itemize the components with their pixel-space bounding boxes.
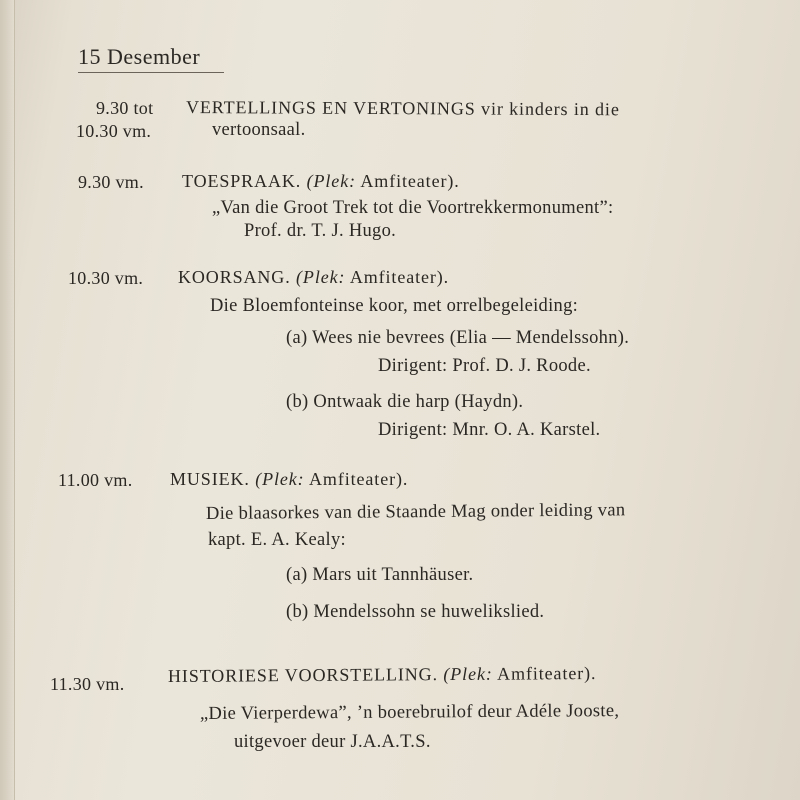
event-2-time: 9.30 vm. [78, 172, 144, 192]
event-1-title [186, 97, 620, 120]
event-5-title [168, 663, 597, 687]
event-2-place-value: Amfiteater). [360, 171, 460, 191]
event-4-item-a-marker: (a) [286, 565, 308, 585]
event-3-item-a-text: Wees nie bevrees (Elia — Mendelssohn). [312, 328, 630, 348]
event-1-time-end: 10.30 vm. [76, 121, 152, 141]
event-2-line-1: „Van die Groot Trek tot die Voortrekkermonument”: [212, 198, 614, 218]
event-4-title [170, 469, 408, 490]
event-2-line-2: Prof. dr. T. J. Hugo. [244, 221, 397, 241]
event-3-item-a-conductor: Dirigent: Prof. D. J. Roode. [378, 356, 591, 376]
event-3-place-label: (Plek: [296, 267, 346, 287]
event-3-item-b-text: Ontwaak die harp (Haydn). [313, 392, 524, 412]
event-3-item-a-marker: (a) [286, 328, 308, 348]
event-3-title [178, 267, 449, 288]
event-2-title-caps: TOESPRAAK. [182, 171, 302, 191]
event-3-intro: Die Bloemfonteinse koor, met orrelbegeleiding: [210, 296, 579, 316]
event-2-title [182, 171, 460, 192]
event-3-place-value: Amfiteater). [349, 267, 450, 287]
event-5-place-value: Amfiteater). [497, 663, 597, 684]
event-4-item-a [286, 565, 473, 586]
event-5-line-1: „Die Vierperdewa”, ’n boerebruilof deur Adéle Jooste, [199, 701, 620, 724]
event-4-title-caps: MUSIEK. [170, 469, 250, 489]
event-5-time: 11.30 vm. [50, 674, 125, 694]
event-4-item-b [286, 602, 544, 623]
event-4-intro-line-2: kapt. E. A. Kealy: [208, 530, 346, 550]
event-5-title-caps: HISTORIESE VOORSTELLING. [167, 664, 438, 686]
heading-underline [78, 72, 224, 73]
event-5-line-2: uitgevoer deur J.A.A.T.S. [234, 732, 431, 752]
event-3-item-a [286, 328, 629, 349]
event-3-title-caps: KOORSANG. [178, 267, 291, 287]
event-4-item-b-text: Mendelssohn se huwelikslied. [313, 602, 545, 622]
event-4-intro-line-1: Die blaasorkes van die Staande Mag onder leiding van [205, 500, 626, 524]
page-heading: 15 Desember [78, 44, 201, 69]
event-4-time: 11.00 vm. [58, 470, 133, 490]
event-4-item-a-text: Mars uit Tannhäuser. [312, 565, 474, 585]
event-1-time-start: 9.30 tot [96, 98, 154, 118]
event-3-item-b [286, 392, 523, 413]
event-5-place-label: (Plek: [443, 663, 493, 685]
event-1-title-line2: vertoonsaal. [212, 120, 306, 140]
event-1-title-rest: vir kinders in die [481, 98, 620, 120]
event-3-item-b-conductor: Dirigent: Mnr. O. A. Karstel. [378, 420, 601, 440]
event-3-time: 10.30 vm. [68, 268, 144, 288]
event-2-place-label: (Plek: [306, 171, 356, 191]
event-1-title-caps: VERTELLINGS EN VERTONINGS [185, 97, 476, 119]
event-4-place-value: Amfiteater). [309, 469, 409, 489]
event-4-place-label: (Plek: [255, 469, 305, 489]
event-4-item-b-marker: (b) [286, 602, 309, 622]
page-edge [0, 0, 15, 800]
event-3-item-b-marker: (b) [286, 392, 309, 412]
